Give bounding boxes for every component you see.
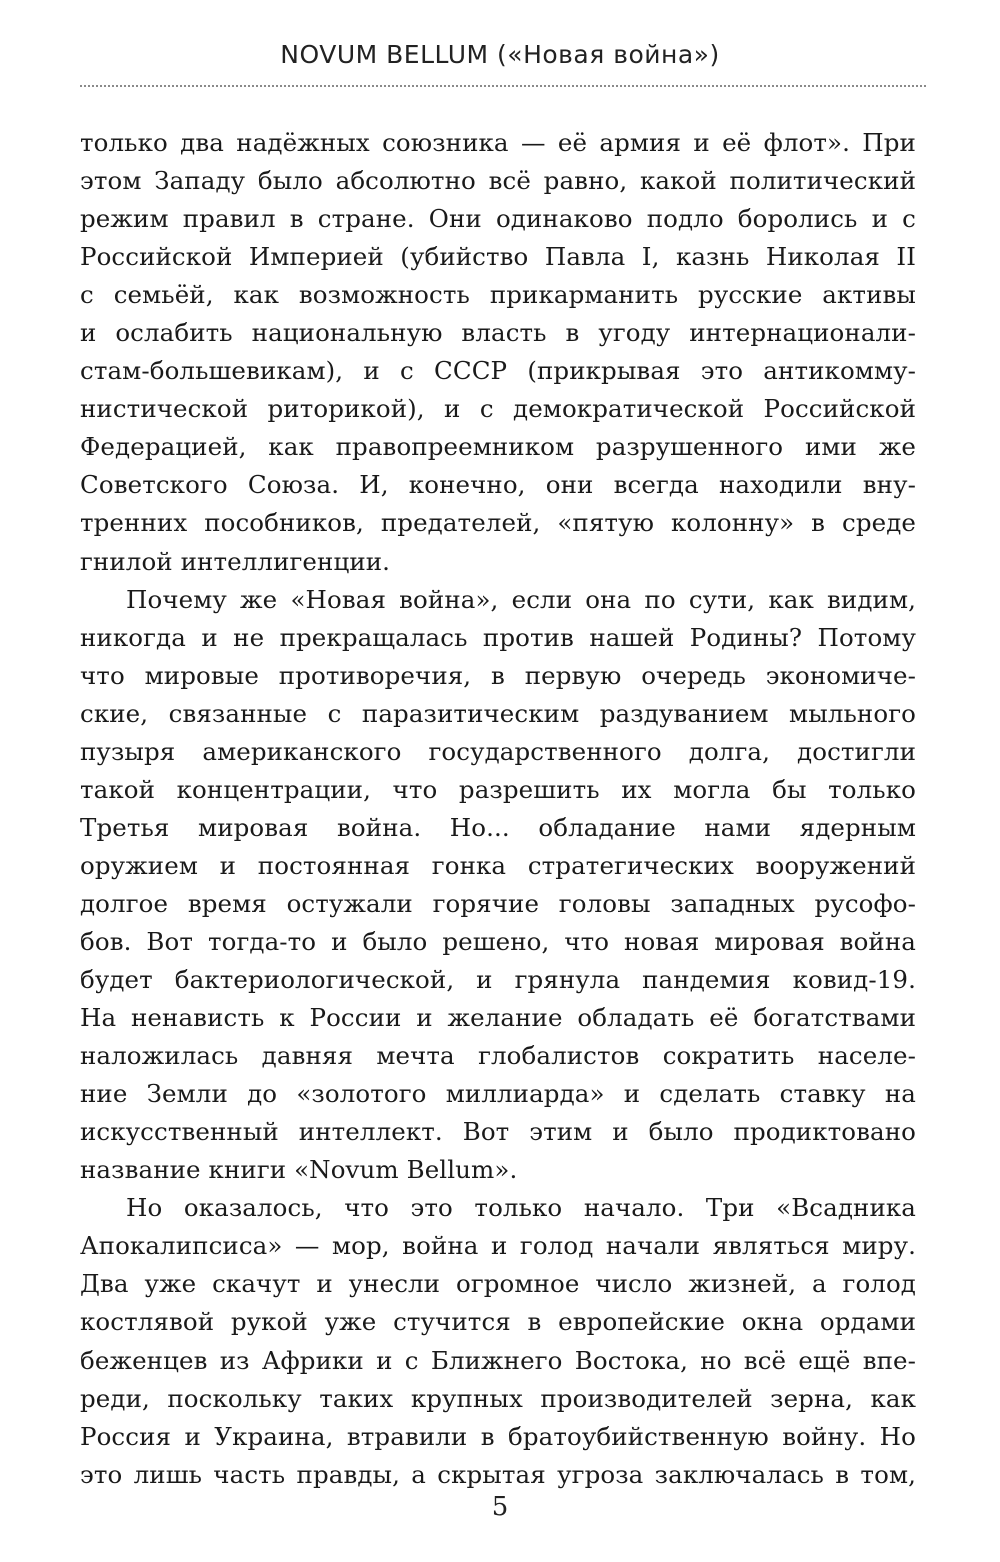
body-text xyxy=(80,124,916,1494)
text-line: тренних пособников, предателей, «пятую колонну» в среде xyxy=(80,508,916,538)
text-line: Третья мировая война. Но... обладание нами ядерным xyxy=(80,812,916,842)
paragraph-end-line: название книги «Novum Bellum». xyxy=(80,1155,518,1185)
text-line: костлявой рукой уже стучится в европейские окна ордами xyxy=(80,1307,916,1337)
text-line: реди, поскольку таких крупных производителей зерна, как xyxy=(80,1383,916,1413)
text-line: только два надёжных союзника — её армия и её флот». При xyxy=(80,128,916,157)
text-line: никогда и не прекращалась против нашей Родины? Потому xyxy=(80,622,916,652)
text-line: искусственный интеллект. Вот этим и было продиктовано xyxy=(80,1117,916,1147)
text-line: этом Западу было абсолютно всё равно, какой политический xyxy=(80,166,916,196)
text-line: ние Земли до «золотого миллиарда» и сделать ставку на xyxy=(80,1079,916,1109)
text-line: оружием и постоянная гонка стратегических вооружений xyxy=(80,850,916,880)
text-line: это лишь часть правды, а скрытая угроза заключалась в том, xyxy=(80,1459,916,1489)
text-line: режим правил в стране. Они одинаково подло боролись и с xyxy=(80,204,916,234)
text-line: долгое время остужали горячие головы западных русофо- xyxy=(80,888,916,918)
text-line: что мировые противоречия, в первую очередь экономиче- xyxy=(80,660,916,690)
text-line: и ослабить национальную власть в угоду интернационали- xyxy=(80,318,916,348)
text-line: с семьёй, как возможность прикарманить русские активы xyxy=(80,280,916,310)
text-line: пузыря американского государственного долга, достигли xyxy=(80,736,916,766)
text-line: Федерацией, как правопреемником разрушенного ими же xyxy=(80,432,916,462)
paragraph-end-line: гнилой интеллигенции. xyxy=(80,546,391,576)
text-line: Два уже скачут и унесли огромное число жизней, а голод xyxy=(80,1269,916,1299)
text-line: Россия и Украина, втравили в братоубийственную войну. Но xyxy=(80,1421,916,1451)
page-number: 5 xyxy=(491,1492,509,1522)
text-line: Российской Империей (убийство Павла I, казнь Николая II xyxy=(80,242,916,272)
text-line: такой концентрации, что разрешить их могла бы только xyxy=(80,774,916,804)
text-line: На ненависть к России и желание обладать её богатствами xyxy=(80,1003,916,1033)
text-line: Советского Союза. И, конечно, они всегда находили вну- xyxy=(80,470,916,500)
text-line: стам-большевикам), и с СССР (прикрывая это антикомму- xyxy=(80,356,916,386)
text-line: будет бактериологической, и грянула пандемия ковид-19. xyxy=(80,965,916,995)
text-line: Апокалипсиса» — мор, война и голод начали являться миру. xyxy=(80,1231,916,1261)
text-line: наложилась давняя мечта глобалистов сократить населе- xyxy=(80,1041,916,1071)
text-line: беженцев из Африки и с Ближнего Востока, но всё ещё впе- xyxy=(80,1345,916,1375)
paragraph-start-line: Но оказалось, что это только начало. Три «Всадника xyxy=(126,1193,916,1223)
text-line: нистической риторикой), и с демократической Российской xyxy=(80,394,916,424)
text-line: ские, связанные с паразитическим раздуванием мыльного xyxy=(80,698,916,728)
text-line: бов. Вот тогда-то и было решено, что новая мировая война xyxy=(80,926,916,956)
paragraph-start-line: Почему же «Новая война», если она по сути, как видим, xyxy=(126,584,916,614)
running-head: NOVUM BELLUM («Новая война») xyxy=(280,40,720,69)
header-rule xyxy=(80,85,926,87)
